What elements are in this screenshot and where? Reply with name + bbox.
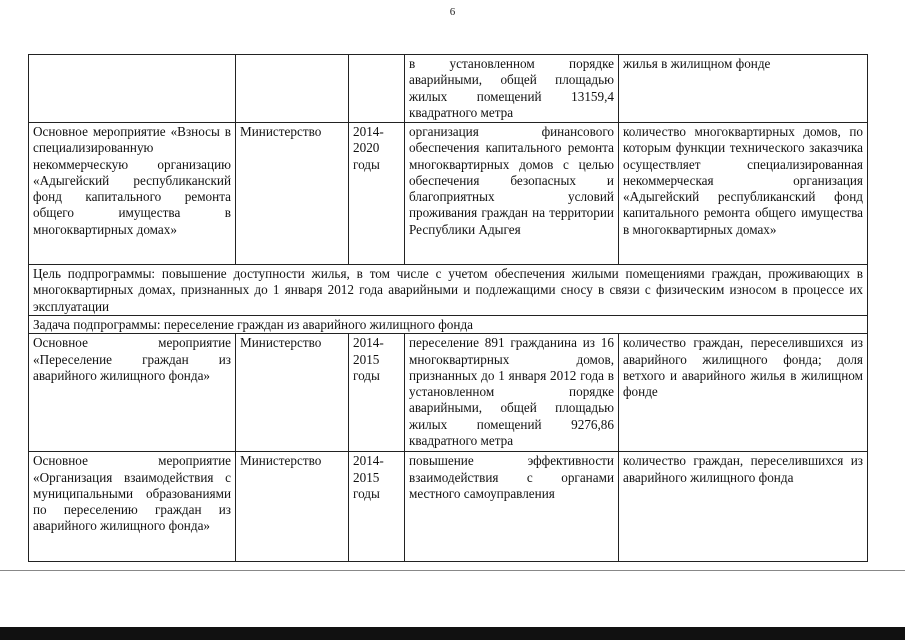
scan-bottom-border	[0, 627, 905, 640]
cell-expected-result: в установленном порядке аварийными, общей площадью жилых помещений 13159,4 квадратного метра	[405, 55, 619, 123]
cell-indicator: количество многоквартирных домов, по которым функции технического заказчика осуществляет специализированная некоммерческая организация «Адыгейский республиканский фонд капитального ремонта общего имущества в многоквартирных домах»	[619, 123, 868, 265]
scan-edge-line	[0, 570, 905, 571]
program-table	[28, 54, 868, 562]
cell-measure-name: Основное мероприятие «Взносы в специализированную некоммерческую организацию «Адыгейский республиканский фонд капитального ремонта общего имущества в многоквартирных домах»	[29, 123, 236, 265]
task-row	[29, 316, 868, 334]
cell-executor: Министерство	[236, 452, 349, 562]
cell-measure-name	[29, 55, 236, 123]
page-number: 6	[449, 6, 456, 18]
cell-executor	[236, 55, 349, 123]
cell-expected-result: организация финансового обеспечения капитального ремонта многоквартирных домов с целью обеспечения безопасных и благоприятных условий проживания граждан на территории Республики Адыгея	[405, 123, 619, 265]
table-row	[29, 123, 868, 265]
cell-indicator: количество граждан, переселившихся из аварийного жилищного фонда	[619, 452, 868, 562]
cell-years	[349, 55, 405, 123]
cell-executor: Министерство	[236, 334, 349, 452]
cell-expected-result: переселение 891 гражданина из 16 многоквартирных домов, признанных до 1 января 2012 года в установленном порядке аварийными, общей площадью жилых помещений 9276,86 квадратного метра	[405, 334, 619, 452]
table-row	[29, 452, 868, 562]
cell-measure-name: Основное мероприятие «Переселение граждан из аварийного жилищного фонда»	[29, 334, 236, 452]
cell-executor: Министерство	[236, 123, 349, 265]
cell-expected-result: повышение эффективности взаимодействия с органами местного самоуправления	[405, 452, 619, 562]
cell-years: 2014-2020 годы	[349, 123, 405, 265]
cell-years: 2014-2015 годы	[349, 334, 405, 452]
goal-row	[29, 265, 868, 316]
cell-indicator: количество граждан, переселившихся из аварийного жилищного фонда; доля ветхого и аварийного жилья в жилищном фонде	[619, 334, 868, 452]
table-row	[29, 334, 868, 452]
cell-measure-name: Основное мероприятие «Организация взаимодействия с муниципальными образованиями по переселению граждан из аварийного жилищного фонда»	[29, 452, 236, 562]
cell-years: 2014-2015 годы	[349, 452, 405, 562]
subprogram-goal: Цель подпрограммы: повышение доступности жилья, в том числе с учетом обеспечения жилыми помещениями граждан, проживающих в многоквартирных домах, признанных до 1 января 2012 года аварийными и подлежащими сносу в связи с физическим износом в процессе их эксплуатации	[29, 265, 868, 316]
subprogram-task: Задача подпрограммы: переселение граждан из аварийного жилищного фонда	[29, 316, 868, 334]
cell-indicator: жилья в жилищном фонде	[619, 55, 868, 123]
table-row	[29, 55, 868, 123]
